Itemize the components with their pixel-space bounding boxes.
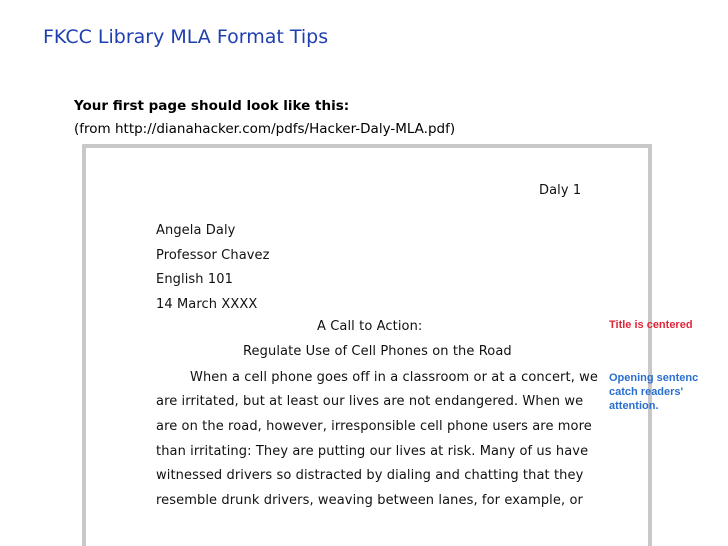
body-line: witnessed drivers so distracted by dialing and chatting that they: [156, 468, 584, 483]
paper-date: 14 March XXXX: [156, 297, 258, 312]
intro-source-link[interactable]: (from http://dianahacker.com/pdfs/Hacker-Daly-MLA.pdf): [74, 121, 456, 137]
body-line: are on the road, however, irresponsible cell phone users are more: [156, 419, 592, 434]
body-line: than irritating: They are putting our lives at risk. Many of us have: [156, 444, 589, 459]
body-line: When a cell phone goes off in a classroom or at a concert, we: [190, 370, 598, 385]
body-line: are irritated, but at least our lives are not endangered. When we: [156, 394, 584, 409]
slide-title: FKCC Library MLA Format Tips: [43, 26, 329, 48]
author-name: Angela Daly: [156, 223, 236, 238]
paper-title-line-2: Regulate Use of Cell Phones on the Road: [243, 344, 512, 359]
opening-sentence-annotation-line-3: attention.: [609, 400, 659, 412]
paper-title-line-1: A Call to Action:: [317, 319, 423, 334]
course-name: English 101: [156, 272, 233, 287]
body-line: resemble drunk drivers, weaving between lanes, for example, or: [156, 493, 583, 508]
opening-sentence-annotation-line-1: Opening sentenc: [609, 372, 699, 384]
sample-paper-page: [82, 144, 652, 546]
intro-heading: Your first page should look like this:: [74, 98, 350, 114]
title-centered-annotation: Title is centered: [609, 319, 693, 331]
page-header: Daly 1: [539, 183, 582, 198]
professor-name: Professor Chavez: [156, 248, 270, 263]
opening-sentence-annotation-line-2: catch readers': [609, 386, 684, 398]
